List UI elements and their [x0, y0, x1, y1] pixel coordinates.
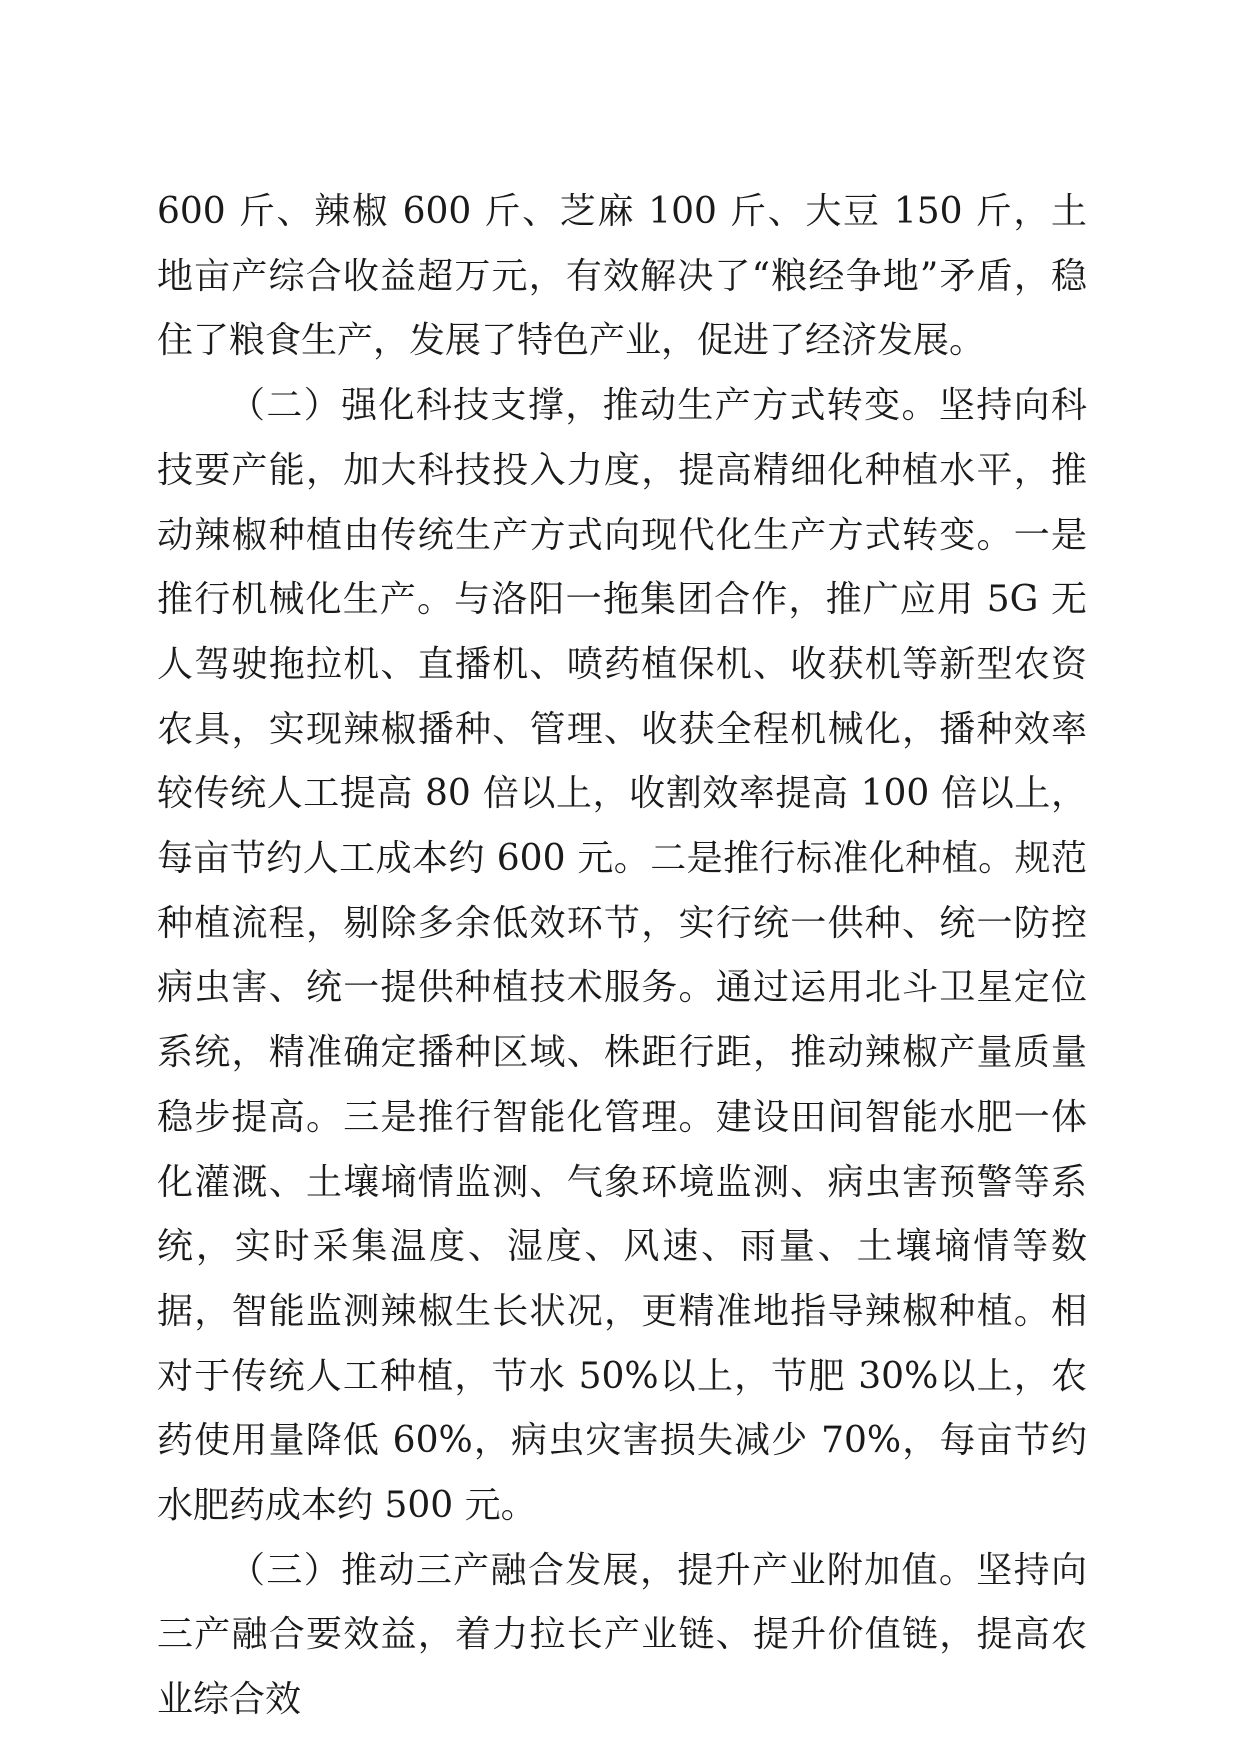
- paragraph-section-three: （三）推动三产融合发展，提升产业附加值。坚持向三产融合要效益，着力拉长产业链、提升价值链，提高农业综合效: [157, 1549, 1087, 1721]
- paragraph-section-two: （二）强化科技支撑，推动生产方式转变。坚持向科技要产能，加大科技投入力度，提高精细化种植水平，推动辣椒种植由传统生产方式向现代化生产方式转变。一是推行机械化生产。与洛阳一拖集团合作，推广应用 5G 无人驾驶拖拉机、直播机、喷药植保机、收获机等新型农资农具，实现辣椒播种、管理、收获全程机械化，播种效率较传统人工提高 80 倍以上，收割效率提高 100 倍以上，每亩节约人工成本约 600 元。二是推行标准化种植。规范种植流程，剔除多余低效环节，实行统一供种、统一防控病虫害、统一提供种植技术服务。通过运用北斗卫星定位系统，精准确定播种区域、株距行距，推动辣椒产量质量稳步提高。三是推行智能化管理。建设田间智能水肥一体化灌溉、土壤墒情监测、气象环境监测、病虫害预警等系统，实时采集温度、湿度、风速、雨量、土壤墒情等数据，智能监测辣椒生长状况，更精准地指导辣椒种植。相对于传统人工种植，节水 50%以上，节肥 30%以上，农药使用量降低 60%，病虫灾害损失减少 70%，每亩节约水肥药成本约 500 元。: [157, 385, 1087, 1527]
- paragraph-continuation: 600 斤、辣椒 600 斤、芝麻 100 斤、大豆 150 斤，土地亩产综合收益超万元，有效解决了“粮经争地”矛盾，稳住了粮食生产，发展了特色产业，促进了经济发展。: [157, 191, 1087, 362]
- body-text: [157, 180, 1087, 1733]
